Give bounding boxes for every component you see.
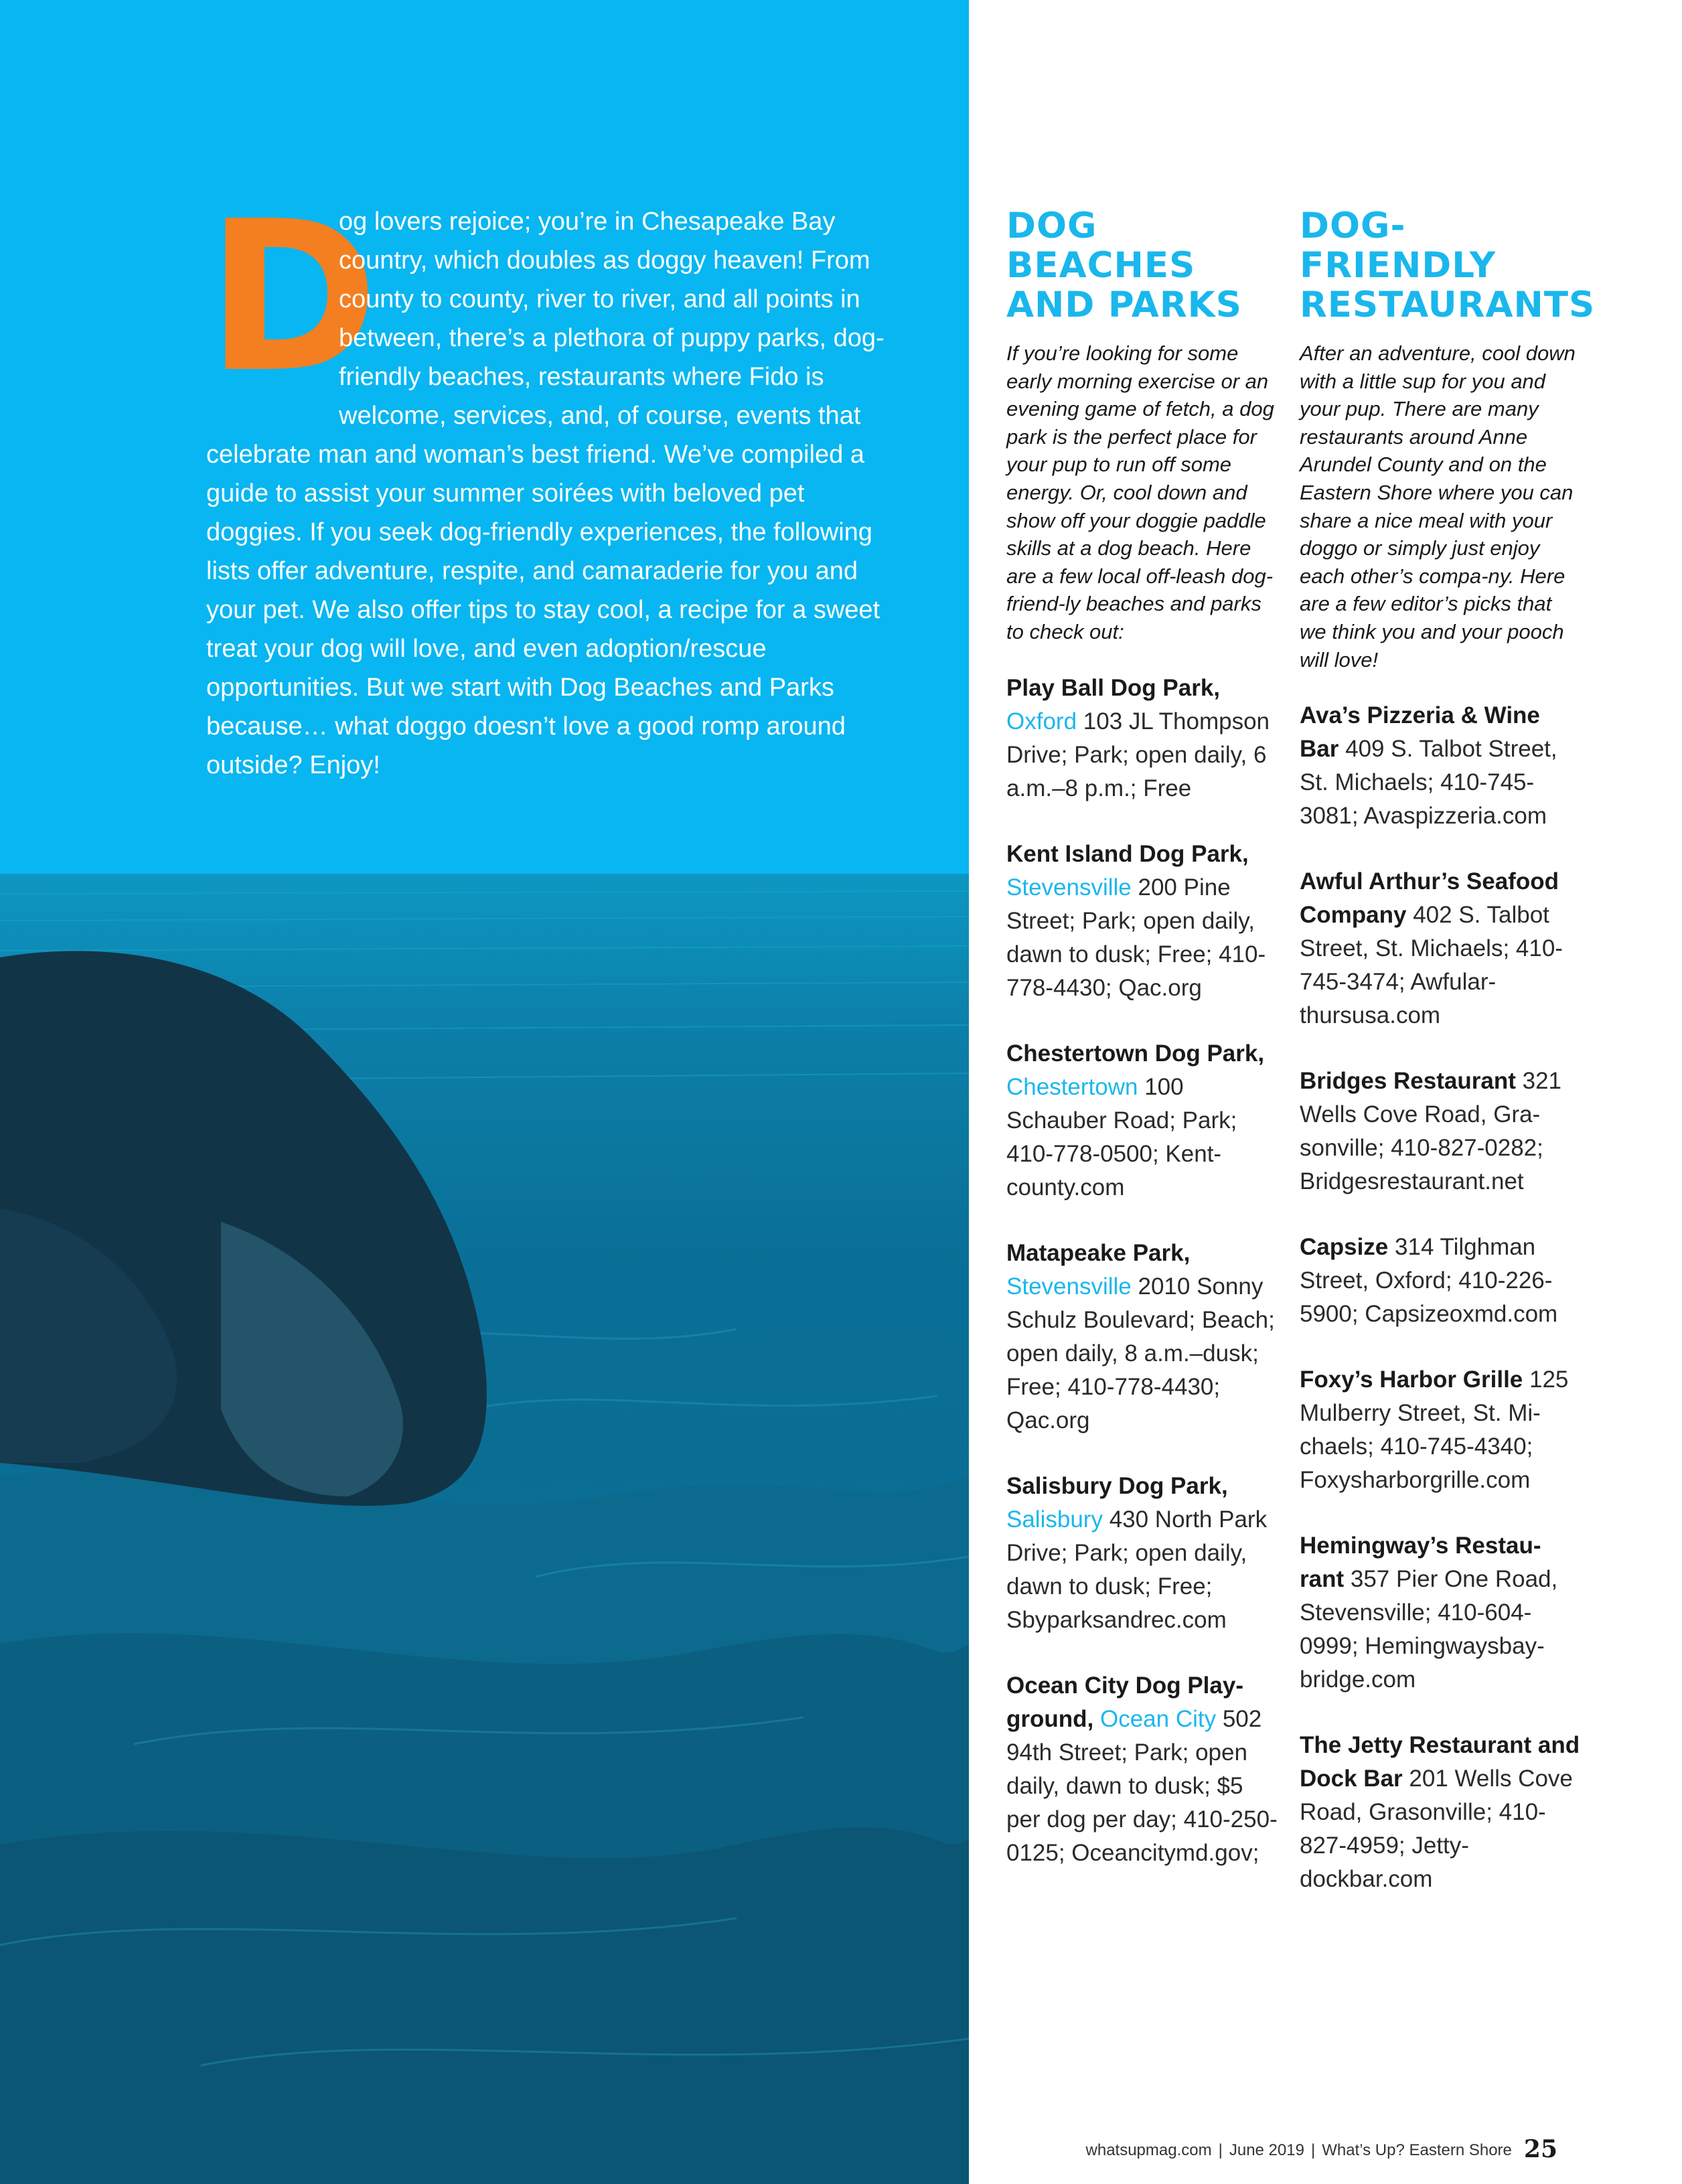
list-item [1006, 1470, 1281, 1637]
entry-name: Hemingway’s Restau-rant [1300, 1533, 1541, 1593]
entry-details: 502 94th Street; Park; open daily, dawn to dusk; $5 per dog per day; 410-250-0125; Oceancitymd.gov; [1006, 1705, 1278, 1866]
list-item [1006, 1237, 1281, 1437]
entry-name: Salisbury Dog Park, [1006, 1472, 1228, 1499]
entry-name: Kent Island Dog Park, [1006, 840, 1249, 867]
entry-name: Capsize [1300, 1234, 1389, 1261]
entry-town-link[interactable]: Stevensville [1006, 874, 1132, 901]
entry-town-link[interactable]: Salisbury [1006, 1506, 1103, 1533]
list-item [1006, 838, 1281, 1005]
heading-line-1: DOG BEACHES [1006, 206, 1196, 286]
dog-on-sand-photo [0, 874, 969, 2184]
drop-cap: D [206, 177, 375, 418]
heading-line-2: RESTAURANTS [1300, 285, 1596, 325]
entry-name: Matapeake Park, [1006, 1239, 1191, 1266]
beaches-parks-heading [1006, 206, 1281, 325]
list-item [1300, 1529, 1581, 1697]
entry-details: 314 Tilghman Street, Oxford; 410-226-5900; Capsizeoxmd.com [1300, 1234, 1558, 1328]
entry-name: The Jetty Restaurant and Dock Bar [1300, 1732, 1580, 1792]
heading-line-2: AND PARKS [1006, 285, 1242, 325]
list-item [1300, 699, 1581, 833]
restaurants-heading [1300, 206, 1596, 325]
entry-details: 321 Wells Cove Road, Gra-sonville; 410-827-0282; Bridgesrestaurant.net [1300, 1068, 1562, 1195]
intro-text: og lovers rejoice; you’re in Chesapeake Bay country, which doubles as doggy heaven! From county to county, river to river, and all points in between, there’s a plethora of puppy parks, dog-friendly beaches, restaurants where Fido is welcome, services, and, of course, events that celebrate man and woman’s best friend. We’ve compiled a guide to assist your summer soirées with beloved pet doggies. If you seek dog-friendly experiences, the following lists offer adventure, respite, and camaraderie for you and your pet. We also offer tips to stay cool, a recipe for a sweet treat your dog will love, and even adoption/rescue opportunities. But we start with Dog Beaches and Parks because… what doggo doesn’t love a good romp around outside? Enjoy! [206, 208, 885, 779]
footer-site-link[interactable]: whatsupmag.com [1085, 2141, 1212, 2159]
entry-town-link[interactable]: Ocean City [1099, 1705, 1217, 1732]
restaurants-intro: After an adventure, cool down with a little sup for you and your pup. There are many restaurants around Anne Arundel County and on the Eastern Shore where you can share a nice meal with your doggo or simply just enjoy each other’s compa-ny. Here are a few editor’s picks that we think you and your pooch will love! [1300, 341, 1576, 672]
entry-name: Ocean City Dog Play-ground, [1006, 1672, 1243, 1732]
entry-details: 100 Schauber Road; Park; 410-778-0500; Kent-county.com [1006, 1073, 1237, 1200]
entry-name: Bridges Restaurant [1300, 1068, 1516, 1095]
list-item [1006, 672, 1281, 805]
entry-name: Chestertown Dog Park, [1006, 1040, 1265, 1067]
list-item [1300, 1363, 1581, 1497]
footer-divider: | [1218, 2141, 1223, 2159]
list-item [1300, 1729, 1581, 1896]
entry-details: 430 North Park Drive; Park; open daily, dawn to dusk; Free; Sbyparksandrec.com [1006, 1506, 1268, 1633]
entry-details: 125 Mulberry Street, St. Mi-chaels; 410-745-4340; Foxysharborgrille.com [1300, 1367, 1569, 1494]
list-item [1006, 1669, 1281, 1870]
beaches-parks-column [1006, 206, 1281, 1902]
restaurants-column [1300, 206, 1596, 1928]
entry-name: Ava’s Pizzeria & Wine Bar [1300, 702, 1540, 763]
photo-illustration [0, 874, 969, 2184]
entry-town-link[interactable]: Oxford [1006, 708, 1077, 734]
footer-publication: What’s Up? Eastern Shore [1322, 2141, 1512, 2159]
entry-details: 402 S. Talbot Street, St. Michaels; 410-745-3474; Awfular-thursusa.com [1300, 902, 1563, 1029]
entry-name: Awful Arthur’s Seafood Company [1300, 868, 1559, 929]
entry-name: Play Ball Dog Park, [1006, 674, 1221, 701]
entry-details: 103 JL Thompson Drive; Park; open daily, 6 a.m.–8 p.m.; Free [1006, 708, 1270, 801]
list-item [1300, 1065, 1581, 1198]
entry-details: 357 Pier One Road, Stevensville; 410-604-0999; Hemingwaysbay-bridge.com [1300, 1566, 1558, 1693]
entry-name: Foxy’s Harbor Grille [1300, 1367, 1523, 1393]
entry-details: 409 S. Talbot Street, St. Michaels; 410-745-3081; Avaspizzeria.com [1300, 736, 1557, 830]
entry-details: 200 Pine Street; Park; open daily, dawn to dusk; Free; 410-778-4430; Qac.org [1006, 874, 1266, 1001]
beaches-intro: If you’re looking for some early morning exercise or an evening game of fetch, a dog park is the perfect place for your pup to run off some energy. Or, cool down and show off your doggie paddle skills at a dog beach. Here are a few local off-leash dog-friend-ly beaches and parks to check out: [1006, 341, 1274, 643]
intro-paragraph [206, 177, 896, 785]
footer-issue: June 2019 [1229, 2141, 1304, 2159]
entry-town-link[interactable]: Stevensville [1006, 1273, 1132, 1300]
list-item [1300, 1231, 1581, 1331]
list-item [1006, 1037, 1281, 1204]
page-footer [1086, 2136, 1557, 2164]
entry-town-link[interactable]: Chestertown [1006, 1073, 1138, 1100]
footer-divider: | [1310, 2141, 1316, 2159]
list-item [1300, 865, 1581, 1032]
heading-line-1: DOG-FRIENDLY [1300, 206, 1497, 286]
page-number: 25 [1523, 2135, 1557, 2163]
entry-details: 201 Wells Cove Road, Grasonville; 410-827-4959; Jetty-dockbar.com [1300, 1766, 1573, 1893]
entry-details: 2010 Sonny Schulz Boulevard; Beach; open daily, 8 a.m.–dusk; Free; 410-778-4430; Qac.org [1006, 1273, 1275, 1433]
